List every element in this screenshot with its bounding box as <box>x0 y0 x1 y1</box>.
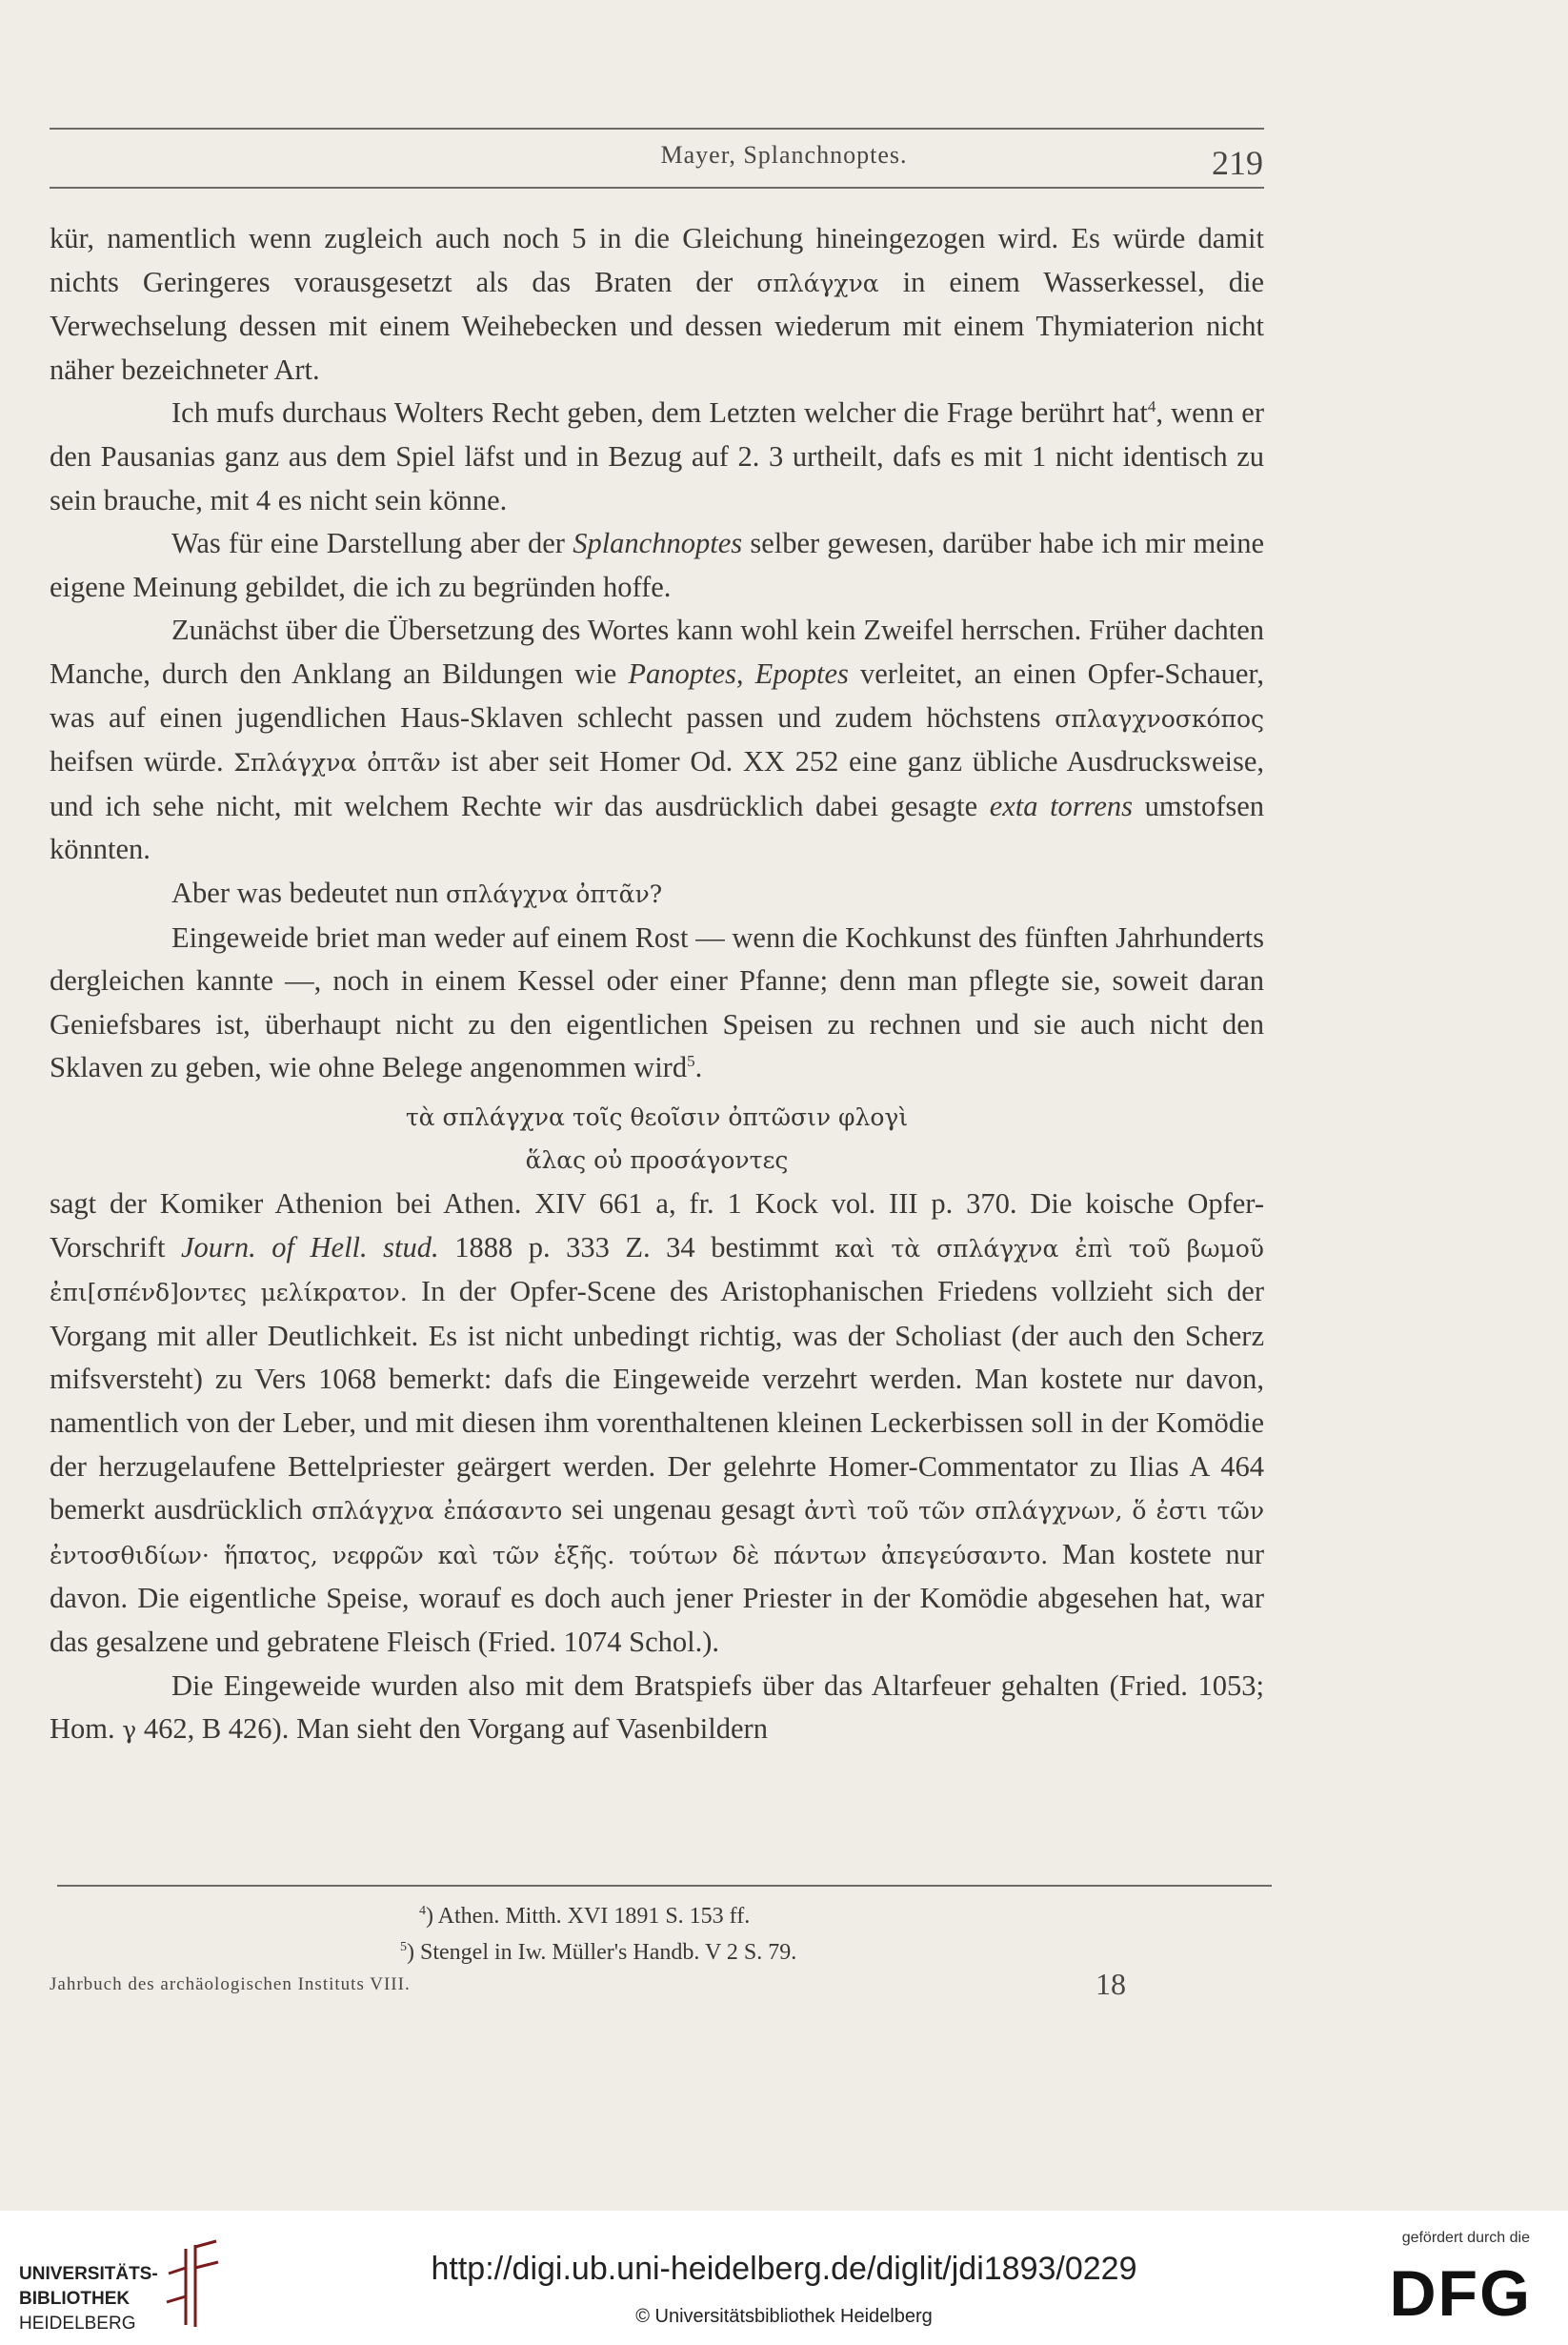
footnote-ref: 5 <box>687 1052 695 1071</box>
paragraph: kür, namentlich wenn zugleich auch noch 5 in die Gleichung hineingezogen wird. Es würde damit nichts Geringeres vorausgesetzt als das Braten der σπλάγχνα in einem Wasserkessel, die Verwechselung dessen mit einem Weihebecken und dessen wiederum mit einem Thymiaterion nicht näher bezeichneter Art. <box>50 222 1265 386</box>
paragraph: Ich mufs durchaus Wolters Recht geben, dem Letzten welcher die Frage berührt hat$^4$, wenn er den Pausanias ganz aus dem Spiel läfst und in Bezug auf 2. 3 urtheilt, dafs es mit 1 nicht identisch zu sein brauche, mit 4 es nicht sein könne. <box>50 396 1264 516</box>
paragraph: Was für eine Darstellung aber der Splanchnoptes selber gewesen, darüber habe ich mir meine eigene Meinung gebildet, die ich zu begründen hoffe. <box>50 527 1265 603</box>
digitization-footer <box>0 2211 1568 2345</box>
footnote-ref: 4 <box>1147 397 1156 416</box>
footnote-5: $^5$) Stengel in Iw. Müller's Handb. V 2 S. 79. <box>400 1940 797 1965</box>
footnote-rule <box>57 1885 1272 1887</box>
paragraph: sagt der Komiker Athenion bei Athen. XIV 661 a, fr. 1 Kock vol. III p. 370. Die koische Opfer-Vorschrift Journ. of Hell. stud. 1888 p. 333 Z. 34 bestimmt καὶ τὰ σπλάγχνα ἐπὶ τοῦ βωμοῦ ἐπι[σπένδ]οντες μελίκρατον. In der Opfer-Scene des Aristophanischen Friedens vollzieht sich der Vorgang mit aller Deutlichkeit. Es ist nicht unbedingt richtig, was der Scholiast (der auch den Scherz mifsversteht) zu Vers 1068 bemerkt: dafs die Eingeweide verzehrt werden. Man kostete nur davon, namentlich von der Leber, und mit diesen ihm vorenthaltenen kleinen Leckerbissen soll in der Komödie der herzugelaufene Bettelpriester geärgert werden. Der gelehrte Homer-Commentator zu Ilias A 464 bemerkt ausdrücklich σπλάγχνα ἐπάσαντο sei ungenau gesagt ἀντὶ τοῦ τῶν σπλάγχνων, ὅ ἐστι τῶν ἐντοσθιδίων· ἥπατος, νεφρῶν καὶ τῶν ἑξῆς. τούτων δὲ πάντων ἀπεγεύσαντο. Man kostete nur davon. Die eigentliche Speise, worauf es doch auch jener Priester in der Komödie abgesehen hat, war das gesalzene und gebratene Fleisch (Fried. 1074 Schol.). <box>50 1187 1265 1658</box>
dfg-logo: DFG <box>1389 2257 1532 2330</box>
funding-label: gefördert durch die <box>1401 2230 1530 2246</box>
header-rule-bottom <box>50 187 1264 189</box>
paragraph: Die Eingeweide wurden also mit dem Bratspiefs über das Altarfeuer gehalten (Fried. 1053; Hom. γ 462, B 426). Man sieht den Vorgang auf Vasenbildern <box>50 1668 1264 1746</box>
body-text <box>50 217 1264 1752</box>
header-rule-top <box>50 128 1264 130</box>
paragraph: Aber was bedeutet nun σπλάγχνα ὀπτᾶν? <box>171 876 663 909</box>
page-number: 219 <box>1212 144 1263 182</box>
sheet-signature: 18 <box>1096 1967 1126 2001</box>
quote-line: ἅλας οὐ προσάγοντες <box>525 1146 789 1175</box>
library-name: UNIVERSITÄTS- BIBLIOTHEK HEIDELBERG <box>19 2264 158 2334</box>
running-header: Mayer, Splanchnoptes. <box>660 141 908 169</box>
footnote-4: $^4$) Athen. Mitth. XVI 1891 S. 153 ff. <box>419 1904 751 1929</box>
paragraph: Zunächst über die Übersetzung des Wortes kann wohl kein Zweifel herrschen. Früher dachten Manche, durch den Anklang an Bildungen wie Panoptes, Epoptes verleitet, an einen Opfer-Schauer, was auf einen jugendlichen Haus-Sklaven schlecht passen und zudem höchstens σπλαγχνοσκόπος heifsen würde. Σπλάγχνα ὀπτᾶν ist aber seit Homer Od. XX 252 eine ganz übliche Ausdrucksweise, und ich sehe nicht, mit welchem Rechte wir das ausdrücklich dabei gesagte exta torrens umstofsen könnten. <box>50 614 1265 866</box>
permalink-url[interactable]: http://digi.ub.uni-heidelberg.de/diglit/jdi1893/0229 <box>431 2251 1137 2287</box>
paragraph: Eingeweide briet man weder auf einem Rost — wenn die Kochkunst des fünften Jahrhunderts dergleichen kannte —, noch in einem Kessel oder einer Pfanne; denn man pflegte sie, soweit daran Geniefsbares ist, überhaupt nicht zu den eigentlichen Speisen zu rechnen und sie auch nicht den Sklaven zu geben, wie ohne Belege angenommen wird$^5$. <box>50 920 1264 1084</box>
copyright-notice: © Universitätsbibliothek Heidelberg <box>635 2306 933 2327</box>
journal-signature: Jahrbuch des archäologischen Instituts VIII. <box>50 1974 411 1994</box>
quote-line: τὰ σπλάγχνα τοῖς θεοῖσιν ὀπτῶσιν φλογὶ <box>405 1102 909 1131</box>
